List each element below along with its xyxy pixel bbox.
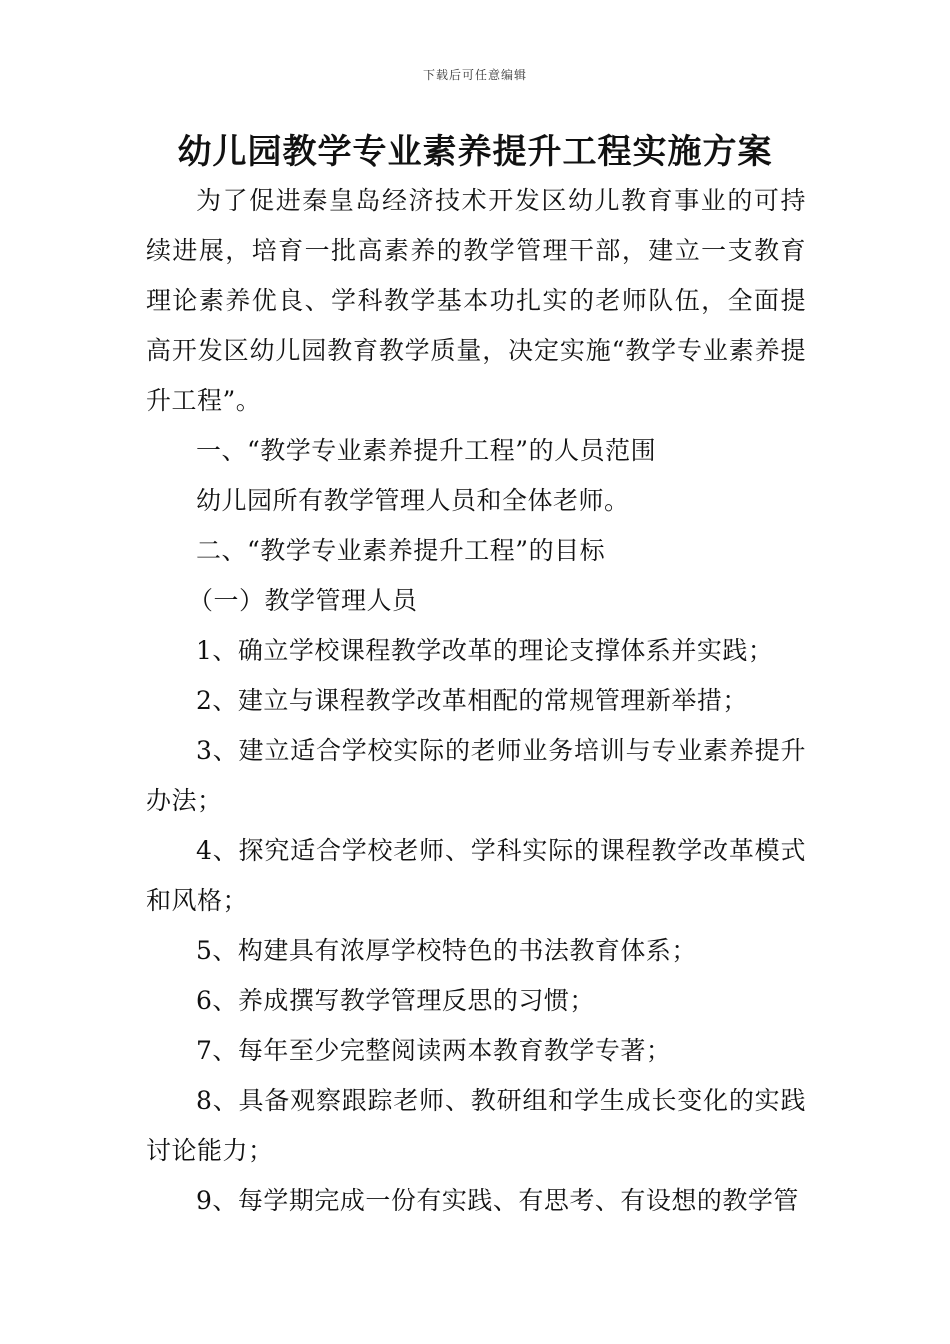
scope-paragraph: 幼儿园所有教学管理人员和全体老师。 — [196, 486, 630, 515]
list-item: 2、建立与课程教学改革相配的常规管理新举措； — [196, 686, 748, 715]
document-body — [146, 176, 806, 1226]
section-heading-goals: 二、“教学专业素养提升工程”的目标 — [196, 536, 606, 565]
list-item: 1、确立学校课程教学改革的理论支撑体系并实践； — [196, 636, 774, 665]
document-title: 幼儿园教学专业素养提升工程实施方案 — [177, 132, 773, 172]
list-item: 4、探究适合学校老师、学科实际的课程教学改革模式和风格； — [146, 836, 806, 915]
list-item: 3、建立适合学校实际的老师业务培训与专业素养提升办法； — [146, 736, 806, 815]
list-item: 7、每年至少完整阅读两本教育教学专著； — [196, 1036, 672, 1065]
section-heading-scope: 一、“教学专业素养提升工程”的人员范围 — [196, 436, 657, 465]
intro-paragraph: 为了促进秦皇岛经济技术开发区幼儿教育事业的可持续进展，培育一批高素养的教学管理干部，建立一支教育理论素养优良、学科教学基本功扎实的老师队伍，全面提高开发区幼儿园教育教学质量，决定实施“教学专业素养提升工程”。 — [146, 186, 806, 415]
subsection-heading: （一）教学管理人员 — [188, 586, 418, 615]
list-item: 5、构建具有浓厚学校特色的书法教育体系； — [196, 936, 697, 965]
list-item: 6、养成撰写教学管理反思的习惯； — [196, 986, 595, 1015]
list-item: 8、具备观察跟踪老师、教研组和学生成长变化的实践讨论能力； — [146, 1086, 806, 1165]
header-note: 下载后可任意编辑 — [422, 68, 527, 82]
list-item: 9、每学期完成一份有实践、有思考、有设想的教学管 — [196, 1186, 799, 1215]
